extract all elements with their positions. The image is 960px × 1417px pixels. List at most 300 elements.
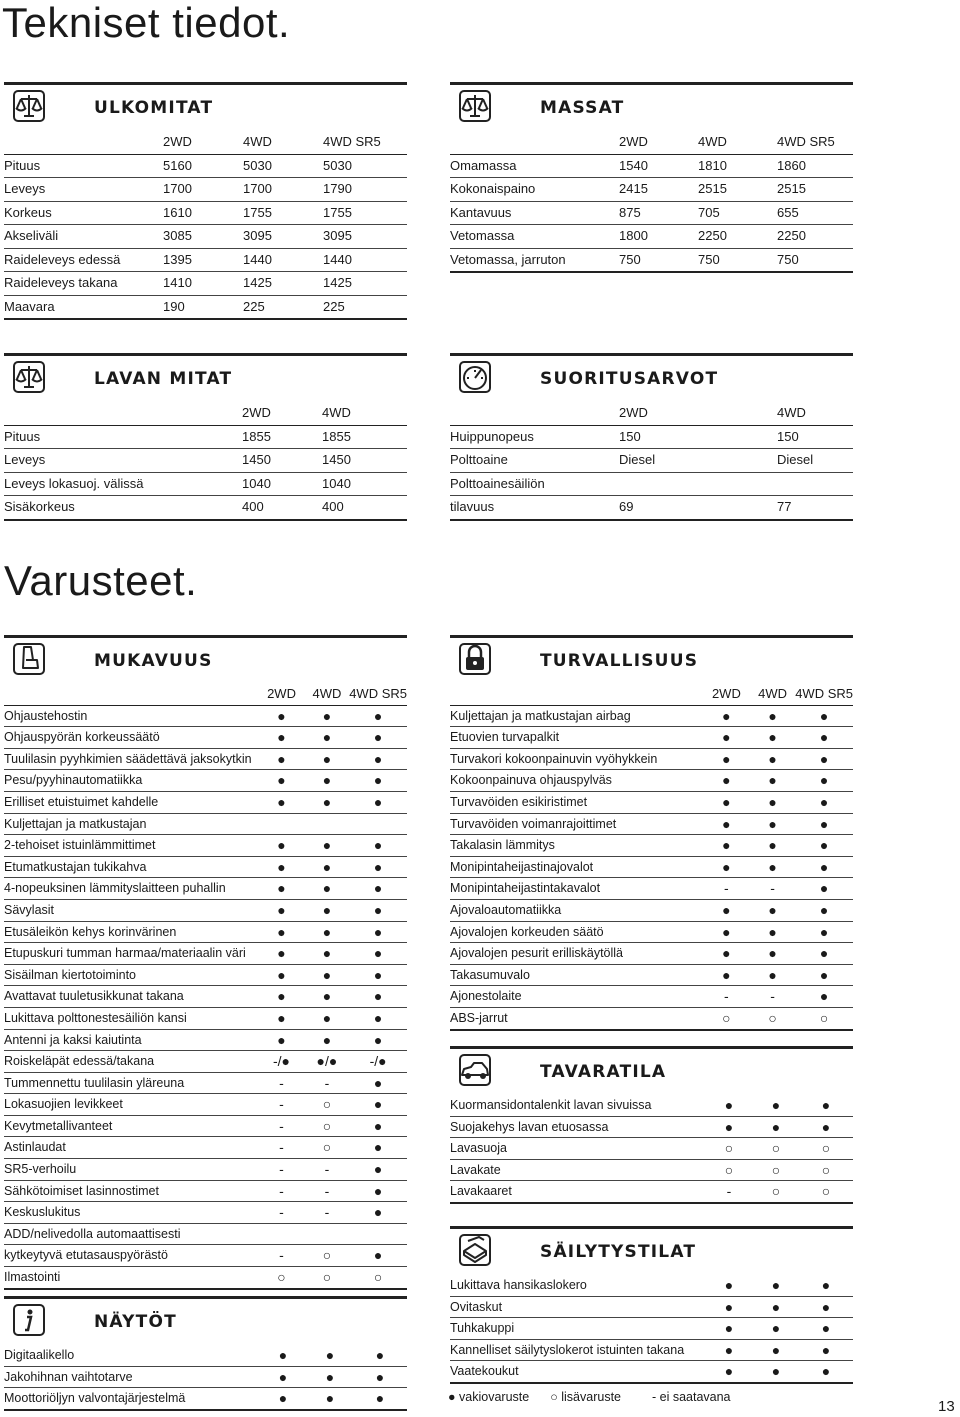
row-label: tilavuus [450, 496, 619, 520]
column-header: 4WD [322, 402, 407, 425]
cell: 3095 [243, 225, 323, 249]
cell: ● [799, 1361, 853, 1383]
row-label: Omamassa [450, 154, 619, 178]
scale-icon [458, 89, 492, 123]
cell: 750 [698, 248, 777, 272]
cell: ● [305, 986, 350, 1008]
pickup-truck-icon [458, 1053, 492, 1087]
cell: ● [258, 964, 304, 986]
row-label: Etupuskuri tumman harmaa/materiaalin väri [4, 943, 258, 965]
section-mukavuus [4, 635, 407, 1290]
table-row [4, 813, 407, 835]
cell: ● [259, 1388, 307, 1410]
cell: ● [703, 791, 750, 813]
table-row [4, 878, 407, 900]
section-title: SÄILYTYSTILAT [540, 1242, 697, 1262]
page-number: 13 [938, 1398, 955, 1415]
ulkomitat-table [4, 131, 407, 320]
table-row [4, 178, 407, 202]
massat-table [450, 131, 853, 273]
section-sailytystilat [450, 1226, 853, 1384]
table-row [450, 1138, 853, 1160]
suoritusarvot-table [450, 402, 853, 521]
table-row [450, 225, 853, 249]
cell: ● [703, 899, 750, 921]
cell: ● [349, 943, 407, 965]
tavaratila-table [450, 1095, 853, 1204]
cell: -/● [258, 1051, 304, 1073]
cell: 1540 [619, 154, 698, 178]
cell: ● [795, 835, 853, 857]
cell: 1450 [322, 449, 407, 473]
section-massat [450, 82, 853, 273]
cell: ● [750, 921, 795, 943]
row-label: Leveys [4, 178, 163, 202]
turvallisuus-table [450, 684, 853, 1031]
row-label: Turvavöiden esikiristimet [450, 791, 703, 813]
table-header-row [4, 131, 407, 154]
legend-optional-label: lisävaruste [561, 1390, 621, 1404]
cell [305, 1223, 350, 1245]
cell: ● [795, 770, 853, 792]
section-lavan-mitat [4, 353, 407, 521]
cell: -/● [349, 1051, 407, 1073]
cell: ● [349, 770, 407, 792]
table-row [4, 1115, 407, 1137]
cell: ● [258, 791, 304, 813]
cell: ● [750, 770, 795, 792]
cell: ● [705, 1275, 753, 1296]
cell: 1755 [323, 201, 407, 225]
cell: ● [305, 943, 350, 965]
cell: ● [349, 1094, 407, 1116]
cell: ● [750, 727, 795, 749]
cell [349, 813, 407, 835]
table-row [450, 178, 853, 202]
cell [349, 1223, 407, 1245]
table-row [450, 791, 853, 813]
table-row [4, 1366, 407, 1388]
cell: ● [349, 1115, 407, 1137]
cell: 2250 [777, 225, 853, 249]
row-label: Astinlaudat [4, 1137, 258, 1159]
table-row [4, 1007, 407, 1029]
cell: 225 [243, 295, 323, 319]
cell: - [750, 986, 795, 1008]
cell: ● [349, 921, 407, 943]
row-label: Kokonaispaino [450, 178, 619, 202]
row-label: Vetomassa [450, 225, 619, 249]
row-label: Ohjaustehostin [4, 705, 258, 727]
section-title: MUKAVUUS [94, 651, 213, 671]
table-row [450, 472, 853, 496]
cell: ● [353, 1345, 407, 1366]
cell: ● [795, 899, 853, 921]
table-row [450, 878, 853, 900]
row-label: Kuljettajan ja matkustajan [4, 813, 258, 835]
cell: ● [750, 943, 795, 965]
table-row [450, 1181, 853, 1203]
cell: - [258, 1180, 304, 1202]
table-row [4, 248, 407, 272]
cell: 1755 [243, 201, 323, 225]
cell: ● [750, 964, 795, 986]
cell: 3095 [323, 225, 407, 249]
scale-icon [12, 89, 46, 123]
cell: ● [703, 921, 750, 943]
cell: ● [753, 1339, 799, 1361]
column-header: 4WD [750, 684, 795, 705]
cell: ● [795, 727, 853, 749]
row-label: Vaatekoukut [450, 1361, 705, 1383]
row-label: Huippunopeus [450, 425, 619, 449]
row-label: Leveys [4, 449, 242, 473]
row-label: Lokasuojien levikkeet [4, 1094, 258, 1116]
row-label: Sähkötoimiset lasinnostimet [4, 1180, 258, 1202]
cell: ● [305, 878, 350, 900]
cell: 2415 [619, 178, 698, 202]
column-header: 4WD [305, 684, 350, 705]
cell: ○ [258, 1267, 304, 1289]
cell: ● [799, 1339, 853, 1361]
row-label: Kuljettajan ja matkustajan airbag [450, 705, 703, 727]
cell: 2250 [698, 225, 777, 249]
table-row [4, 1388, 407, 1410]
table-header-row [450, 131, 853, 154]
cell: 1610 [163, 201, 243, 225]
cell: ● [258, 770, 304, 792]
row-label: Pituus [4, 154, 163, 178]
cell: ○ [305, 1267, 350, 1289]
cell: ● [349, 1180, 407, 1202]
table-row [4, 835, 407, 857]
cell: ● [305, 921, 350, 943]
cell: ● [305, 770, 350, 792]
speedometer-icon [458, 360, 492, 394]
cell: ● [349, 791, 407, 813]
section-ulkomitat [4, 82, 407, 320]
cell: ● [795, 878, 853, 900]
cell: ○ [750, 1007, 795, 1029]
table-row [450, 496, 853, 520]
cell: ● [349, 1029, 407, 1051]
cell: ● [795, 791, 853, 813]
cell: ● [258, 1029, 304, 1051]
cell: ● [305, 727, 350, 749]
table-header-row [450, 402, 853, 425]
cell: ● [307, 1345, 353, 1366]
table-row [4, 1072, 407, 1094]
table-row [4, 1202, 407, 1224]
cell: ● [750, 813, 795, 835]
cell: ○ [305, 1245, 350, 1267]
cell: ● [258, 986, 304, 1008]
row-label: Ajovalojen korkeuden säätö [450, 921, 703, 943]
cell: ● [795, 813, 853, 835]
cell [258, 1223, 304, 1245]
cell: ● [349, 705, 407, 727]
table-row [450, 248, 853, 272]
mukavuus-table [4, 684, 407, 1290]
cell: ○ [753, 1159, 799, 1181]
row-label: Keskuslukitus [4, 1202, 258, 1224]
cell: ● [305, 748, 350, 770]
table-row [4, 1180, 407, 1202]
row-label: Lavasuoja [450, 1138, 705, 1160]
row-label: Avattavat tuuletusikkunat takana [4, 986, 258, 1008]
table-row [4, 964, 407, 986]
cell: ● [258, 943, 304, 965]
column-header: 4WD SR5 [349, 684, 407, 705]
column-header: 2WD [163, 131, 243, 154]
row-label: Etusäleikön kehys korinvärinen [4, 921, 258, 943]
row-label: Kevytmetallivanteet [4, 1115, 258, 1137]
cell: - [305, 1159, 350, 1181]
legend-na-label: ei saatavana [659, 1390, 731, 1404]
table-row [450, 899, 853, 921]
section-title: ULKOMITAT [94, 98, 214, 118]
cell: ● [349, 899, 407, 921]
column-header: 2WD [703, 684, 750, 705]
legend-na-symbol: - [651, 1390, 657, 1404]
cell: 1425 [243, 272, 323, 296]
cell: ○ [799, 1138, 853, 1160]
row-label: Jakohihnan vaihtotarve [4, 1366, 259, 1388]
table-row [4, 496, 407, 520]
table-row [4, 770, 407, 792]
table-row [4, 272, 407, 296]
cell: 1040 [322, 472, 407, 496]
cell: - [703, 986, 750, 1008]
row-label: ABS-jarrut [450, 1007, 703, 1029]
cell: ● [305, 835, 350, 857]
cell: ● [305, 705, 350, 727]
row-label: Etumatkustajan tukikahva [4, 856, 258, 878]
table-row [450, 727, 853, 749]
section-tavaratila [450, 1046, 853, 1204]
row-label: Polttoainesäiliön [450, 472, 619, 496]
table-row [450, 201, 853, 225]
cell: ● [349, 1245, 407, 1267]
column-header: 4WD SR5 [323, 131, 407, 154]
cell: - [258, 1159, 304, 1181]
row-label: Tuhkakuppi [450, 1318, 705, 1340]
table-row [4, 705, 407, 727]
column-header: 4WD SR5 [777, 131, 853, 154]
cell: ● [349, 1137, 407, 1159]
row-label: Leveys lokasuoj. välissä [4, 472, 242, 496]
cell: ● [353, 1366, 407, 1388]
cell: ○ [705, 1159, 753, 1181]
row-label: Monipintaheijastintakavalot [450, 878, 703, 900]
table-row [450, 1339, 853, 1361]
cell: ● [703, 943, 750, 965]
seat-icon [12, 642, 46, 676]
cell: 875 [619, 201, 698, 225]
cell: 1860 [777, 154, 853, 178]
cell: ● [795, 921, 853, 943]
cell: ○ [349, 1267, 407, 1289]
cell: - [258, 1137, 304, 1159]
table-row [4, 1159, 407, 1181]
row-label: Monipintaheijastinajovalot [450, 856, 703, 878]
cell: ● [349, 964, 407, 986]
cell: 3085 [163, 225, 243, 249]
section-title: NÄYTÖT [94, 1312, 177, 1332]
cell: - [258, 1202, 304, 1224]
section-title: SUORITUSARVOT [540, 369, 719, 389]
cell: 69 [619, 496, 777, 520]
cell: 1440 [243, 248, 323, 272]
row-label: Sävylasit [4, 899, 258, 921]
section-turvallisuus [450, 635, 853, 1031]
table-row [4, 986, 407, 1008]
row-label: Moottoriöljyn valvontajärjestelmä [4, 1388, 259, 1410]
cell: ● [258, 727, 304, 749]
cell: ● [750, 835, 795, 857]
cell: - [750, 878, 795, 900]
storage-box-icon [458, 1233, 492, 1267]
table-row [4, 791, 407, 813]
cell: ●/● [305, 1051, 350, 1073]
table-row [4, 1094, 407, 1116]
table-row [4, 472, 407, 496]
table-row [450, 964, 853, 986]
cell: ● [795, 856, 853, 878]
row-label: Lukittava hansikaslokero [450, 1275, 705, 1296]
row-label: Akseliväli [4, 225, 163, 249]
sailytystilat-table [450, 1275, 853, 1384]
cell: 1410 [163, 272, 243, 296]
cell: - [705, 1181, 753, 1203]
column-header: 2WD [258, 684, 304, 705]
table-row [450, 943, 853, 965]
cell: ● [305, 899, 350, 921]
cell: - [305, 1072, 350, 1094]
table-row [450, 1296, 853, 1318]
table-row [450, 1116, 853, 1138]
cell: ● [799, 1318, 853, 1340]
cell: ● [349, 727, 407, 749]
table-row [4, 1267, 407, 1289]
row-label: Roiskeläpät edessä/takana [4, 1051, 258, 1073]
cell: 1790 [323, 178, 407, 202]
cell: ○ [703, 1007, 750, 1029]
cell: ○ [305, 1115, 350, 1137]
section-title: LAVAN MITAT [94, 369, 233, 389]
cell: - [703, 878, 750, 900]
cell: - [258, 1115, 304, 1137]
section-title: MASSAT [540, 98, 625, 118]
cell: 5030 [243, 154, 323, 178]
table-row [4, 201, 407, 225]
row-label: Raideleveys takana [4, 272, 163, 296]
cell: - [305, 1180, 350, 1202]
table-header-row [4, 684, 407, 705]
row-label: Etuovien turvapalkit [450, 727, 703, 749]
cell: ● [705, 1361, 753, 1383]
cell: ● [795, 986, 853, 1008]
cell: ● [705, 1095, 753, 1116]
cell: ● [305, 964, 350, 986]
cell: ● [750, 748, 795, 770]
row-label: Kuormansidontalenkit lavan sivuissa [450, 1095, 705, 1116]
cell: - [305, 1202, 350, 1224]
section-title: TURVALLISUUS [540, 651, 699, 671]
cell [258, 813, 304, 835]
row-label: Maavara [4, 295, 163, 319]
cell: 1040 [242, 472, 322, 496]
cell: - [258, 1072, 304, 1094]
cell: ● [799, 1275, 853, 1296]
row-label: Ilmastointi [4, 1267, 258, 1289]
cell: ● [795, 964, 853, 986]
cell: ● [258, 899, 304, 921]
cell: ● [307, 1366, 353, 1388]
legend-standard-label: vakiovaruste [459, 1390, 530, 1404]
cell: ● [705, 1296, 753, 1318]
column-header: 2WD [619, 402, 777, 425]
cell: ● [795, 943, 853, 965]
row-label: SR5-verhoilu [4, 1159, 258, 1181]
row-label: Suojakehys lavan etuosassa [450, 1116, 705, 1138]
row-label: Takalasin lämmitys [450, 835, 703, 857]
table-row [4, 295, 407, 319]
table-row [4, 748, 407, 770]
cell: ● [258, 921, 304, 943]
cell: 400 [322, 496, 407, 520]
cell: 1425 [323, 272, 407, 296]
cell: ● [305, 791, 350, 813]
cell: ● [799, 1296, 853, 1318]
row-label: Tuulilasin pyyhkimien säädettävä jaksokytkin [4, 748, 258, 770]
table-row [450, 813, 853, 835]
cell: ● [705, 1116, 753, 1138]
row-label: ADD/nelivedolla automaattisesti [4, 1223, 258, 1245]
cell: 2515 [777, 178, 853, 202]
cell: ● [703, 770, 750, 792]
cell: 1810 [698, 154, 777, 178]
cell: ● [750, 791, 795, 813]
table-row [450, 425, 853, 449]
cell: Diesel [777, 449, 853, 473]
page-title: Tekniset tiedot. [2, 0, 291, 46]
cell: ● [753, 1275, 799, 1296]
cell: ● [258, 1007, 304, 1029]
info-icon [12, 1303, 46, 1337]
cell: 1800 [619, 225, 698, 249]
cell: ● [795, 748, 853, 770]
cell: ● [703, 856, 750, 878]
cell: ● [259, 1366, 307, 1388]
row-label: Ohjauspyörän korkeussäätö [4, 727, 258, 749]
column-header: 2WD [619, 131, 698, 154]
cell: 400 [242, 496, 322, 520]
cell: Diesel [619, 449, 777, 473]
naytot-table [4, 1345, 407, 1411]
cell: ○ [753, 1181, 799, 1203]
row-label: kytkeytyvä etutasauspyörästö [4, 1245, 258, 1267]
cell: ● [349, 1072, 407, 1094]
cell: ○ [705, 1138, 753, 1160]
cell: ● [307, 1388, 353, 1410]
cell: ● [750, 899, 795, 921]
row-label: Tummennettu tuulilasin yläreuna [4, 1072, 258, 1094]
cell: ● [703, 835, 750, 857]
table-row [4, 225, 407, 249]
cell: ○ [305, 1137, 350, 1159]
cell: 150 [619, 425, 777, 449]
